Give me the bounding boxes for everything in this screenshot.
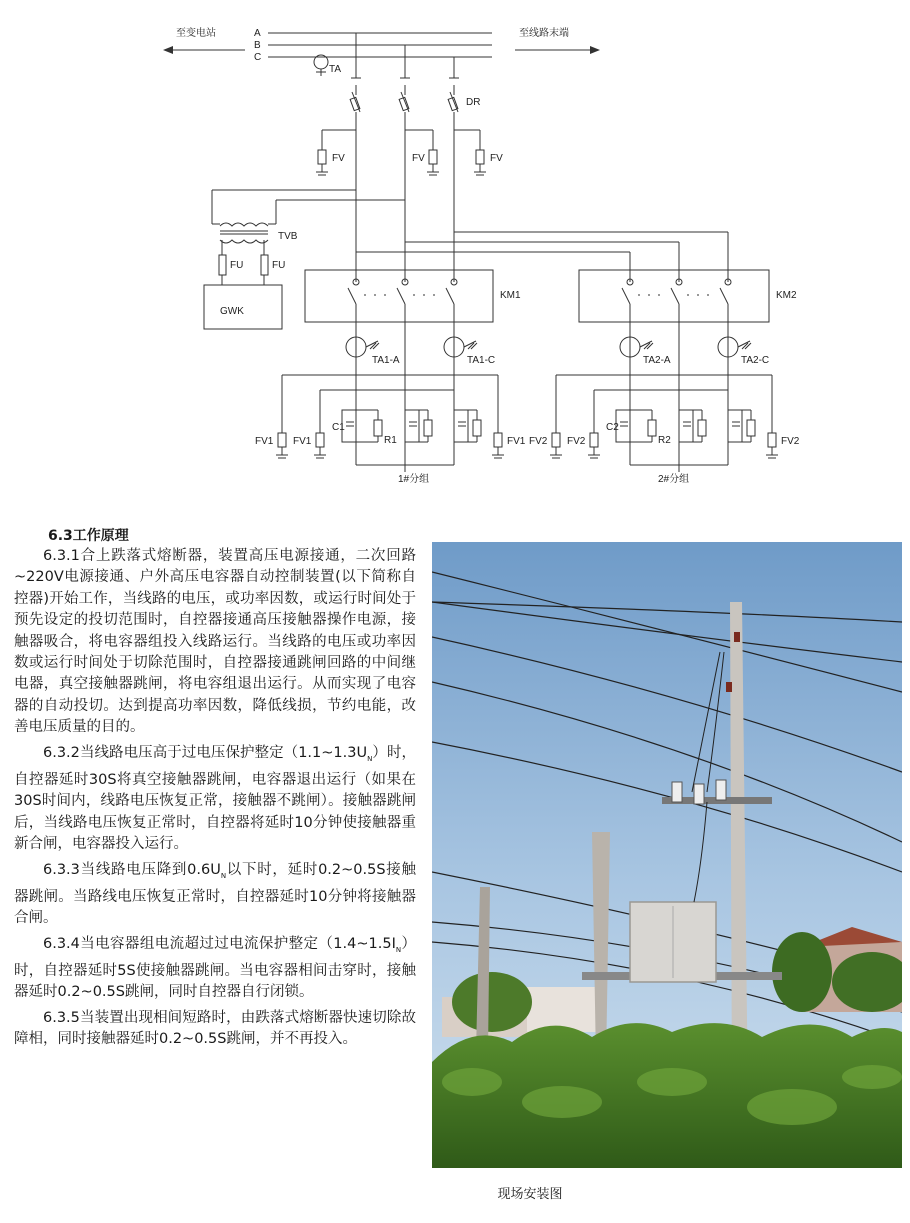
paragraph-6-3-5: 6.3.5当装置出现相间短路时，由跌落式熔断器快速切除故障相，同时接触器延时0.2~0.5S跳闸，并不再投入。 bbox=[14, 1009, 416, 1048]
gwk-label: GWK bbox=[220, 306, 244, 317]
r1-label: R1 bbox=[384, 435, 397, 446]
phase-lines bbox=[322, 125, 728, 282]
to-line-end-label: 至线路末端 bbox=[519, 28, 569, 39]
phase-b-label: B bbox=[254, 40, 261, 51]
fv1-label-3: FV1 bbox=[507, 436, 526, 447]
fv2-label-1: FV2 bbox=[529, 436, 548, 447]
fv-label-3: FV bbox=[490, 153, 503, 164]
fv1-label-2: FV1 bbox=[293, 436, 312, 447]
ta1c-label: TA1-C bbox=[467, 355, 496, 366]
section-title: 6.3工作原理 bbox=[48, 528, 129, 544]
to-substation-label: 至变电站 bbox=[176, 28, 216, 39]
phase-c-label: C bbox=[254, 52, 262, 63]
ta-label: TA bbox=[329, 64, 342, 75]
km2-contactor bbox=[579, 270, 797, 322]
km2-label: KM2 bbox=[776, 290, 797, 301]
to-substation-arrow bbox=[163, 26, 245, 54]
r2-label: R2 bbox=[658, 435, 671, 446]
dr-label: DR bbox=[466, 97, 481, 108]
fv-label-1: FV bbox=[332, 153, 345, 164]
phase-a-label: A bbox=[254, 28, 261, 39]
ta-symbol bbox=[314, 55, 341, 76]
group2-lower-circuit bbox=[529, 304, 800, 485]
paragraph-6-3-3: 6.3.3当线路电压降到$0.6U_N$以下时，延时0.2~0.5S接触器跳闸。当路线电压恢复正常时，自控器延时10分钟将接触器合闸。 bbox=[14, 861, 416, 927]
fu-label-1: FU bbox=[230, 260, 244, 271]
c1-label: C1 bbox=[332, 422, 345, 433]
km1-label: KM1 bbox=[500, 290, 521, 301]
group1-label: 1#分组 bbox=[398, 474, 430, 485]
km1-contactor bbox=[305, 270, 521, 322]
fv2-label-3: FV2 bbox=[781, 436, 800, 447]
fv2-label-2: FV2 bbox=[567, 436, 586, 447]
paragraph-6-3-1: 6.3.1合上跌落式熔断器，装置高压电源接通，二次回路~220V电源接通、户外高压电容器自动控制装置(以下简称自控器)开始工作，当线路的电压，或功率因数，或运行时间处于预先设定的投切范围时，自控器接通高压接触器操作电源，接触器吸合，将电容器组投入线路运行。当线路的电压或功率因数或运行时间处于切除范围时，自控器接通跳闸回路的中间继电器，真空接触器跳闸，将电容组退出运行。从而实现了电容器的自动投切。达到提高功率因数，降低线损，节约电能，改善电压质量的目的。 bbox=[14, 548, 416, 736]
ta1a-label: TA1-A bbox=[372, 355, 400, 366]
wiring-diagram bbox=[0, 0, 910, 510]
fv-label-2: FV bbox=[412, 153, 425, 164]
section-body bbox=[14, 546, 416, 1055]
group1-lower-circuit bbox=[255, 304, 526, 485]
bus-taps bbox=[351, 33, 459, 78]
to-line-end-arrow bbox=[515, 26, 600, 54]
ta2a-label: TA2-A bbox=[643, 355, 671, 366]
dropout-fuses bbox=[350, 85, 480, 125]
fv-arresters-top bbox=[316, 130, 503, 175]
group2-label: 2#分组 bbox=[658, 474, 690, 485]
c2-label: C2 bbox=[606, 422, 619, 433]
photo-caption: 现场安装图 bbox=[497, 1187, 563, 1202]
bus-bars bbox=[254, 28, 492, 63]
paragraph-6-3-4: 6.3.4当电容器组电流超过过电流保护整定$(1.4\sim 1.5I_N)$时，自控器延时5S使接触器跳闸。当电容器相间击穿时，接触器延时0.2~0.5S跳闸，同时自控器自行闭锁。 bbox=[14, 935, 416, 1001]
tvb-label: TVB bbox=[278, 231, 298, 242]
paragraph-6-3-2: 6.3.2当线路电压高于过电压保护整定$(1.1\sim 1.3U_N)$时，自控器延时30S将真空接触器跳闸，电容器退出运行（如果在30S时间内，线路电压恢复正常，接触器不跳闸）。接触器跳闸后，当线路电压恢复正常时，自控器将延时10分钟使接触器重新合闸，电容器投入运行。 bbox=[14, 744, 416, 853]
ta2c-label: TA2-C bbox=[741, 355, 770, 366]
fu-label-2: FU bbox=[272, 260, 286, 271]
fv1-label-1: FV1 bbox=[255, 436, 274, 447]
installation-photo bbox=[432, 542, 902, 1168]
